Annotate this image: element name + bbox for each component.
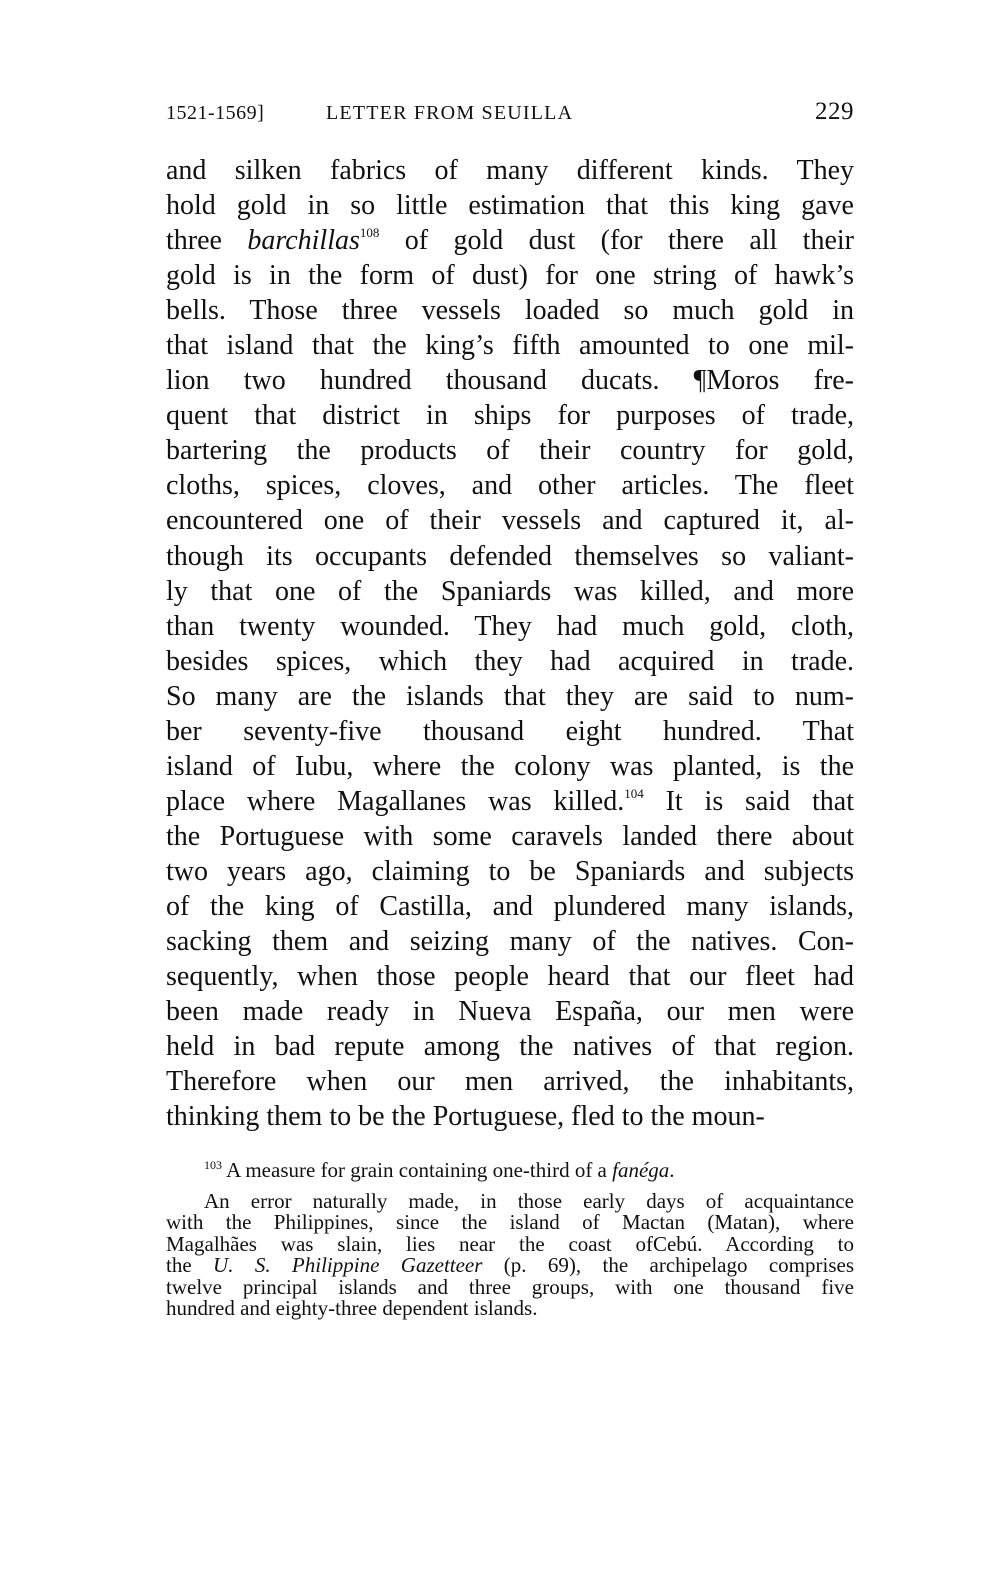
body-line (166, 1099, 854, 1134)
body-line (166, 749, 854, 784)
body-line (166, 819, 854, 854)
body-text (166, 153, 854, 1134)
body-line-text: ly that one of the Spaniards was killed, and more (166, 575, 854, 607)
body-line-text: than twenty wounded. They had much gold, cloth, (166, 610, 854, 642)
body-line (166, 1029, 854, 1064)
body-line (166, 153, 854, 188)
body-line (166, 889, 854, 924)
footnote-line-text: $^{103}$ A measure for grain containing one-third of a fanéga. (204, 1158, 675, 1182)
body-line (166, 994, 854, 1029)
footnote-line (166, 1212, 854, 1234)
footnote (166, 1188, 855, 1320)
body-line (166, 398, 854, 433)
body-line-text: hold gold in so little estimation that this king gave (166, 190, 854, 222)
footnote-line-text: the U. S. Philippine Gazetteer (p. 69), the archipelago comprises (166, 1253, 855, 1277)
footnote-line-text: twelve principal islands and three groups, with one thousand five (166, 1274, 854, 1299)
footnote-line-text: with the Philippines, since the island of Mactan (Matan), where (166, 1210, 854, 1234)
body-line-text: So many are the islands that they are said to num- (166, 680, 854, 712)
body-line-text: ber seventy-five thousand eight hundred. That (166, 715, 854, 747)
body-line (166, 223, 854, 258)
body-line (166, 679, 854, 714)
body-line-text: gold is in the form of dust) for one string of hawk’s (166, 260, 854, 292)
body-line (166, 363, 854, 398)
body-line (166, 468, 854, 503)
footnote-line (166, 1274, 854, 1299)
body-line-text: two years ago, claiming to be Spaniards and subjects (166, 855, 854, 887)
header-title: LETTER FROM SEUILLA (326, 102, 574, 124)
body-line (166, 1064, 854, 1099)
footnote (166, 1160, 854, 1182)
body-line-text: that island that the king’s fifth amounted to one mil- (166, 330, 854, 362)
footnote-line (166, 1160, 854, 1182)
body-line-text: sacking them and seizing many of the natives. Con- (166, 926, 854, 958)
footnote-line (166, 1298, 854, 1320)
body-line (166, 539, 854, 574)
footnote-line-text: An error naturally made, in those early days of acquaintance (204, 1188, 854, 1213)
footnote-line (166, 1231, 854, 1256)
body-line (166, 959, 854, 994)
italic-term: U. S. Philippine Gazetteer (213, 1253, 483, 1277)
body-line-text: place where Magallanes was killed.$^{104}$ It is said that (166, 785, 854, 817)
footnote-reference[interactable]: 104 (624, 785, 644, 801)
body-line-text: besides spices, which they had acquired in trade. (166, 645, 854, 677)
body-line (166, 188, 854, 223)
body-line-text: thinking them to be the Portuguese, fled to the moun- (166, 1101, 765, 1133)
footnotes (166, 1160, 854, 1329)
italic-term: fanéga (612, 1158, 670, 1182)
body-line (166, 258, 854, 293)
footnote-line-text: Magalhães was slain, lies near the coast ofCebú. According to (166, 1231, 854, 1256)
footnote-line (166, 1188, 854, 1213)
body-line-text: and silken fabrics of many different kinds. They (166, 155, 854, 186)
body-line-text: island of Iubu, where the colony was planted, is the (166, 750, 854, 782)
body-line-text: been made ready in Nueva España, our men were (166, 996, 854, 1028)
italic-term: barchillas (247, 225, 360, 257)
body-line (166, 503, 854, 538)
running-header (166, 98, 854, 132)
body-line (166, 433, 854, 468)
body-line (166, 924, 854, 959)
body-line (166, 714, 854, 749)
body-line-text: bells. Those three vessels loaded so much gold in (166, 295, 854, 327)
body-line-text: the Portuguese with some caravels landed there about (166, 820, 854, 852)
body-line (166, 644, 854, 679)
body-line (166, 854, 854, 889)
body-line (166, 293, 854, 328)
body-line (166, 574, 854, 609)
body-line (166, 328, 854, 363)
body-line-text: of the king of Castilla, and plundered many islands, (166, 890, 854, 922)
body-line (166, 609, 854, 644)
body-line-text: bartering the products of their country for gold, (166, 435, 854, 467)
page-number: 229 (815, 98, 854, 125)
footnote-reference[interactable]: 108 (359, 225, 380, 241)
body-line-text: lion two hundred thousand ducats. ¶Moros fre- (166, 365, 854, 397)
footnote-line (166, 1255, 854, 1277)
body-line-text: sequently, when those people heard that our fleet had (166, 961, 854, 993)
body-line-text: held in bad repute among the natives of that region. (166, 1031, 854, 1063)
footnote-line-text: hundred and eighty-three dependent islands. (166, 1296, 538, 1320)
body-line-text: three barchillas$^{108}$ of gold dust (for there all their (166, 225, 854, 257)
body-line-text: quent that district in ships for purposes of trade, (166, 400, 854, 432)
header-date-range: 1521-1569] (166, 102, 265, 124)
body-line-text: encountered one of their vessels and captured it, al- (166, 505, 854, 537)
body-line-text: cloths, spices, cloves, and other articles. The fleet (166, 470, 854, 502)
body-line (166, 784, 854, 819)
body-line-text: Therefore when our men arrived, the inhabitants, (166, 1066, 854, 1098)
body-line-text: though its occupants defended themselves so valiant- (166, 540, 854, 572)
footnote-number: 103 (204, 1158, 222, 1172)
